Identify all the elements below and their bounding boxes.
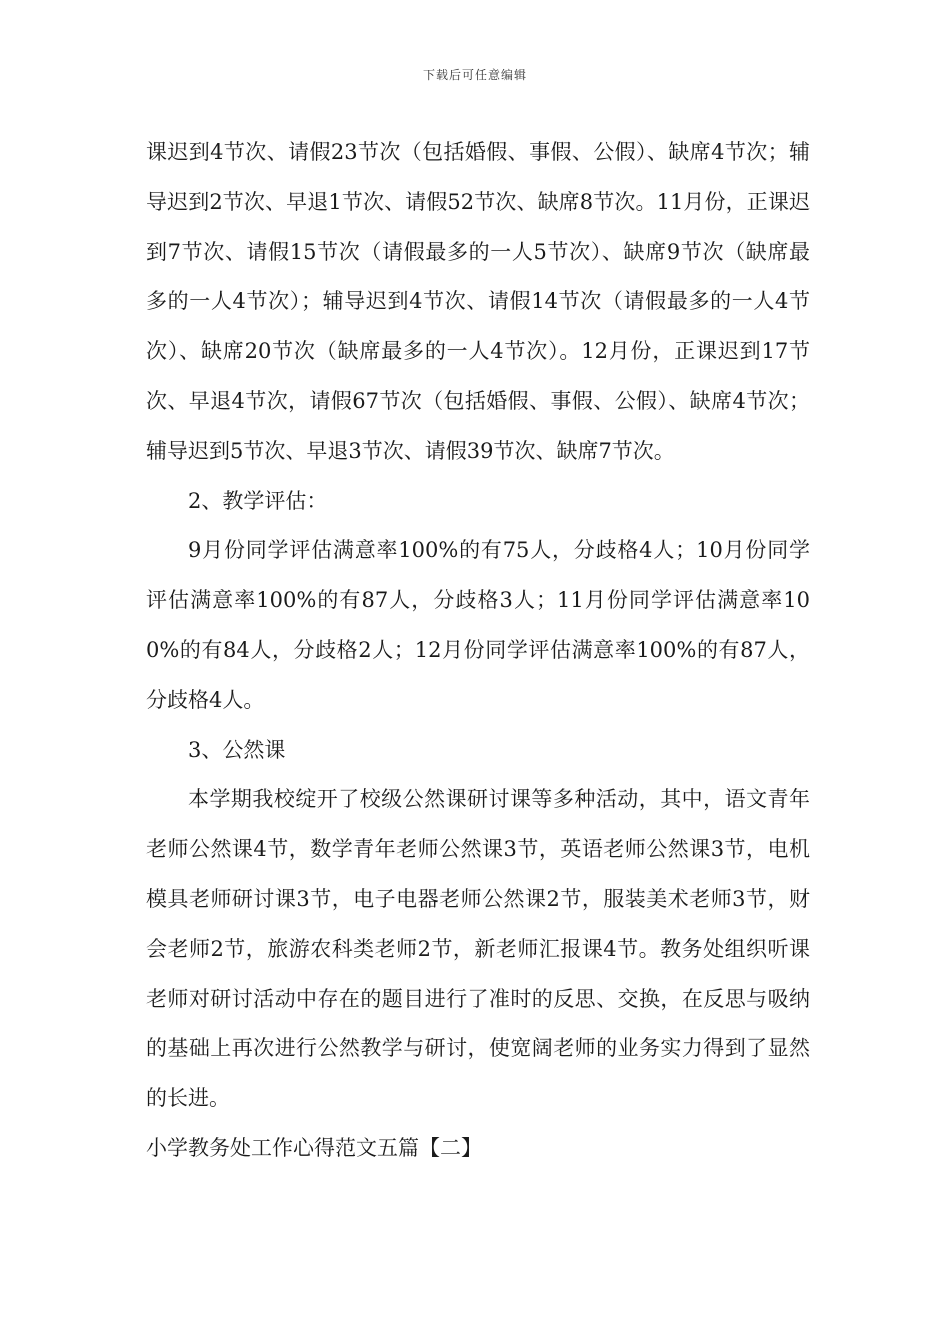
document-body xyxy=(146,128,810,1174)
section-heading-open-class: 3、公然课 xyxy=(188,737,286,762)
document-title: 小学教务处工作心得范文五篇【二】 xyxy=(146,1135,482,1160)
paragraph-open-class: 本学期我校绽开了校级公然课研讨课等多种活动，其中，语文青年老师公然课4节，数学青年老师公然课3节，英语老师公然课3节，电机模具老师研讨课3节，电子电器老师公然课2节，服装美术老师3节，财会老师2节，旅游农科类老师2节，新老师汇报课4节。教务处组织听课老师对研讨活动中存在的题目进行了准时的反思、交换，在反思与吸纳的基础上再次进行公然教学与研讨，使宽阔老师的业务实力得到了显然的长进。 xyxy=(146,787,810,1111)
section-heading-evaluation: 2、教学评估： xyxy=(188,488,328,513)
paragraph-attendance: 课迟到4节次、请假23节次（包括婚假、事假、公假）、缺席4节次；辅导迟到2节次、早退1节次、请假52节次、缺席8节次。11月份，正课迟到7节次、请假15节次（请假最多的一人5节次）、缺席9节次（缺席最多的一人4节次）；辅导迟到4节次、请假14节次（请假最多的一人4节次）、缺席20节次（缺席最多的一人4节次）。12月份，正课迟到17节次、早退4节次，请假67节次（包括婚假、事假、公假）、缺席4节次；辅导迟到5节次、早退3节次、请假39节次、缺席7节次。 xyxy=(146,140,810,463)
paragraph-evaluation: 9月份同学评估满意率100%的有75人，分歧格4人；10月份同学评估满意率100%的有87人，分歧格3人；11月份同学评估满意率100%的有84人，分歧格2人；12月份同学评估满意率100%的有87人，分歧格4人。 xyxy=(146,538,810,712)
page-header-note: 下载后可任意编辑 xyxy=(422,68,527,82)
